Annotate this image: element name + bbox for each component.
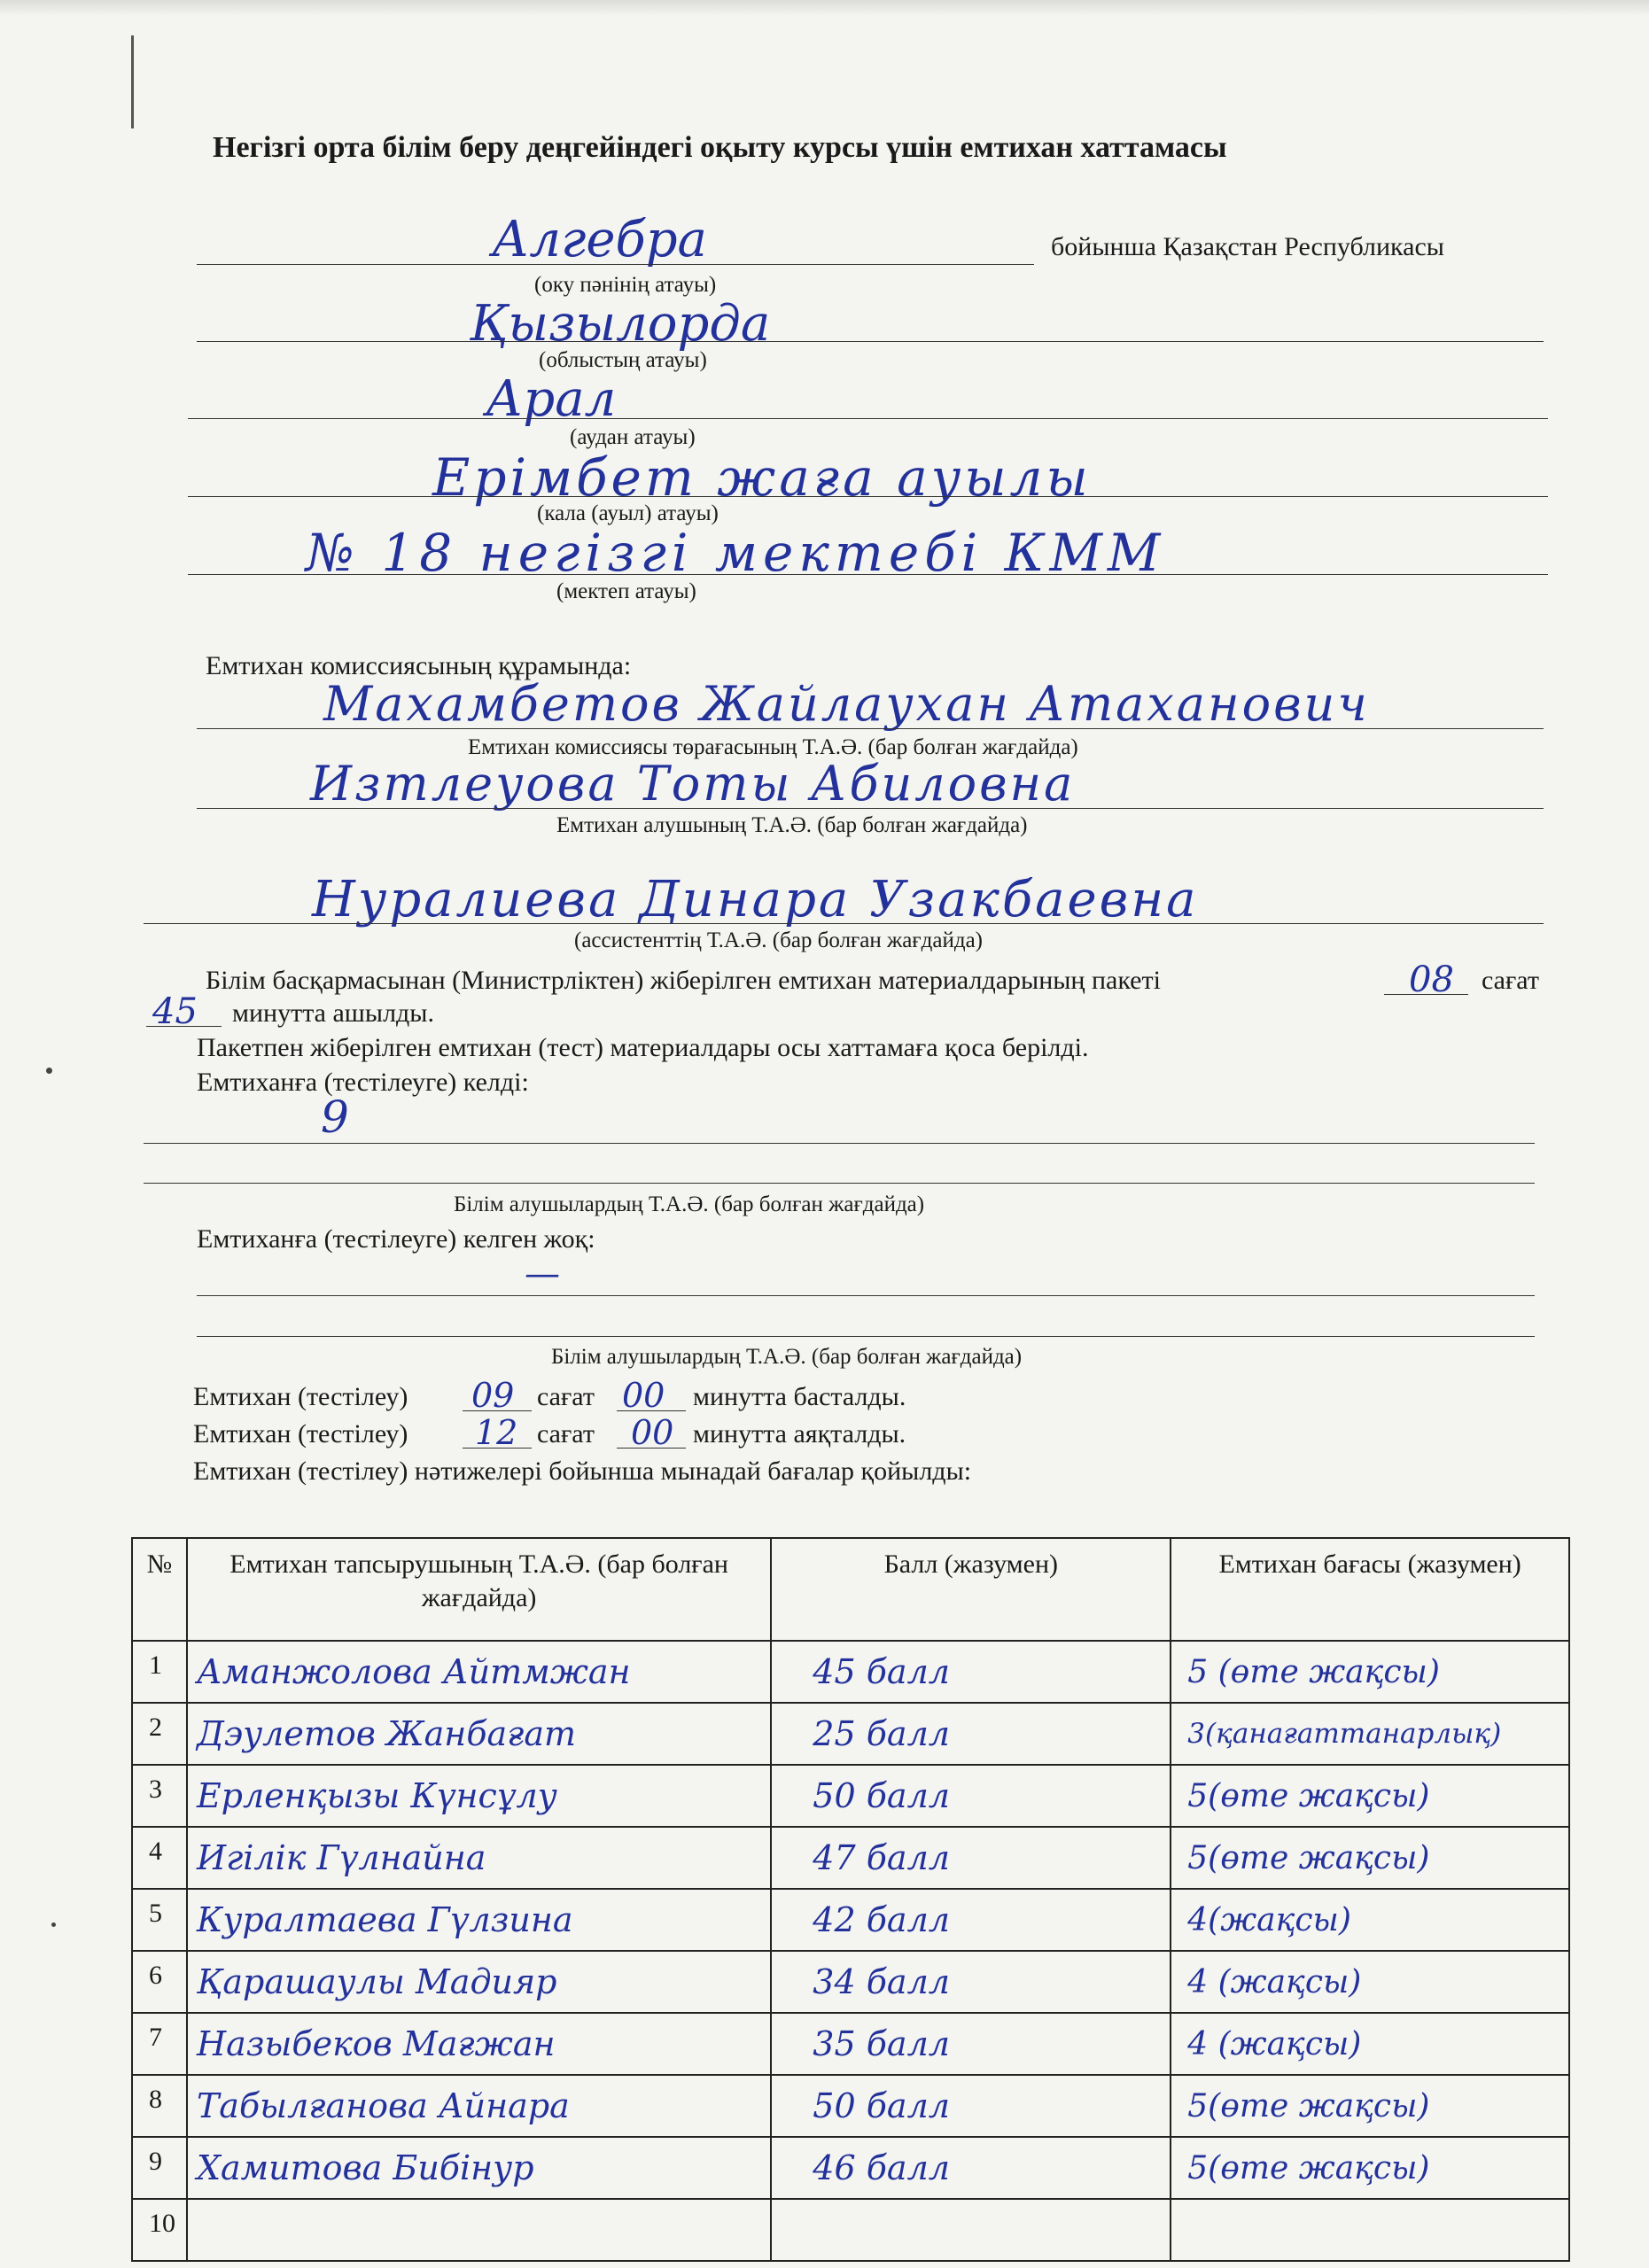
table-row [132, 2199, 1569, 2261]
end-hour: 12 [475, 1413, 518, 1452]
student-grade: 4(жақсы) [1187, 1901, 1351, 1938]
row-number: 4 [132, 1827, 187, 1889]
school-value: № 18 негізгі мектебі КММ [306, 523, 1166, 583]
student-grade: 4 (жақсы) [1187, 1963, 1362, 2000]
absent-caption: Білім алушылардың Т.А.Ә. (бар болған жағдайда) [551, 1345, 1023, 1369]
district-line [188, 418, 1548, 419]
end-minute: 00 [631, 1413, 674, 1452]
end-minute-label: минутта аяқталды. [693, 1419, 906, 1449]
header-score: Балл (жазумен) [771, 1538, 1171, 1641]
student-score: 35 балл [813, 2024, 950, 2063]
region-caption: (облыстың атауы) [539, 348, 707, 372]
chair-value: Махамбетов Жайлаухан Атаханович [323, 676, 1370, 732]
absent-label: Емтиханға (тестілеуге) келген жоқ: [197, 1224, 595, 1254]
package-minute-line [146, 1026, 222, 1027]
student-name: Қарашаулы Мадияр [196, 1962, 557, 2001]
end-hour-label: сағат [537, 1419, 595, 1449]
table-row [132, 1641, 1569, 1703]
table-row [132, 2075, 1569, 2137]
assistant-line [144, 923, 1544, 924]
school-caption: (мектеп атауы) [556, 579, 696, 603]
student-grade: 5(өте жақсы) [1187, 1777, 1430, 1814]
table-row [132, 1703, 1569, 1765]
student-score: 42 балл [813, 1900, 950, 1939]
row-number: 7 [132, 2013, 187, 2075]
row-number: 2 [132, 1703, 187, 1765]
attended-caption: Білім алушылардың Т.А.Ә. (бар болған жағдайда) [454, 1192, 925, 1216]
package-minute-label: минутта ашылды. [232, 998, 434, 1028]
village-line [188, 496, 1548, 497]
absent-line-1 [197, 1295, 1535, 1296]
start-minute-line [617, 1410, 686, 1411]
student-name: Назыбеков Мағжан [196, 2024, 556, 2063]
student-score: 45 балл [813, 1652, 950, 1691]
student-grade: 5(өте жақсы) [1187, 1839, 1430, 1876]
header-grade: Емтихан бағасы (жазумен) [1171, 1538, 1569, 1641]
package-text: Білім басқармасынан (Министрліктен) жіберілген емтихан материалдарының пакеті [206, 966, 1161, 995]
student-score: 46 балл [813, 2148, 950, 2187]
student-name: Куралтаева Гүлзина [196, 1900, 573, 1939]
margin-mark [131, 35, 134, 128]
attended-line-1 [144, 1143, 1535, 1144]
package-hour-label: сағат [1482, 966, 1539, 995]
student-name: Табылғанова Айнара [196, 2086, 570, 2125]
student-name: Хамитова Бибінур [196, 2148, 534, 2187]
commission-heading: Емтихан комиссиясының құрамында: [206, 651, 632, 680]
student-score: 47 балл [813, 1838, 950, 1877]
subject-suffix: бойынша Қазақстан Республикасы [1051, 232, 1444, 261]
start-minute-label: минутта басталды. [693, 1382, 906, 1411]
table-row [132, 2137, 1569, 2199]
package-hour-line [1384, 994, 1468, 995]
materials-note: Пакетпен жіберілген емтихан (тест) материалдары осы хаттамаға қоса берілді. [197, 1033, 1089, 1062]
village-value: Ерімбет жаға ауылы [432, 447, 1092, 508]
table-row [132, 1765, 1569, 1827]
table-row [132, 1951, 1569, 2013]
student-score: 50 балл [813, 1776, 950, 1815]
examiner-value: Изтлеуова Тоты Абиловна [310, 756, 1076, 812]
chair-caption: Емтихан комиссиясы төрағасының Т.А.Ә. (бар болған жағдайда) [468, 735, 1078, 759]
village-caption: (кала (ауыл) атауы) [537, 501, 719, 525]
subject-caption: (оку пәнінің атауы) [534, 273, 717, 297]
student-name: Игілік Гүлнайна [196, 1838, 486, 1877]
student-name: Ерленқызы Күнсұлу [196, 1776, 557, 1815]
scan-dot [51, 1922, 56, 1927]
row-number: 3 [132, 1765, 187, 1827]
start-minute: 00 [622, 1376, 665, 1415]
school-line [188, 574, 1548, 575]
district-caption: (аудан атауы) [570, 425, 696, 449]
header-name: Емтихан тапсырушының Т.А.Ә. (бар болған жағдайда) [187, 1538, 771, 1641]
start-hour-line [463, 1410, 532, 1411]
subject-value: Алгебра [492, 211, 707, 268]
row-number: 1 [132, 1641, 187, 1703]
results-table [131, 1537, 1570, 2262]
row-number: 10 [132, 2199, 187, 2261]
absent-value: — [525, 1254, 560, 1294]
package-minute: 45 [152, 991, 198, 1032]
attended-value: 9 [321, 1091, 349, 1143]
table-row [132, 1889, 1569, 1951]
region-line [197, 341, 1544, 342]
assistant-value: Нуралиева Динара Узакбаевна [312, 871, 1199, 928]
header-number: № [132, 1538, 187, 1641]
row-number: 9 [132, 2137, 187, 2199]
student-name: Дэулетов Жанбағат [196, 1714, 577, 1753]
examiner-caption: Емтихан алушының Т.А.Ә. (бар болған жағдайда) [556, 813, 1028, 837]
district-value: Арал [486, 370, 617, 428]
student-score: 50 балл [813, 2086, 950, 2125]
package-hour: 08 [1409, 959, 1454, 1000]
end-minute-line [617, 1448, 686, 1449]
start-hour: 09 [471, 1376, 515, 1415]
scan-dot [46, 1068, 52, 1074]
start-hour-label: сағат [537, 1382, 595, 1411]
student-name: Аманжолова Айтмжан [196, 1652, 631, 1691]
student-grade: 5(өте жақсы) [1187, 2149, 1430, 2186]
start-prefix: Емтихан (тестілеу) [193, 1382, 408, 1411]
student-score: 25 балл [813, 1714, 950, 1753]
student-score: 34 балл [813, 1962, 950, 2001]
end-prefix: Емтихан (тестілеу) [193, 1419, 408, 1449]
region-value: Қызылорда [470, 295, 771, 353]
chair-line [197, 728, 1544, 729]
end-hour-line [463, 1448, 532, 1449]
assistant-caption: (ассистенттің Т.А.Ә. (бар болған жағдайда) [574, 928, 983, 952]
absent-line-2 [197, 1336, 1535, 1337]
results-intro: Емтихан (тестілеу) нәтижелері бойынша мынадай бағалар қойылды: [193, 1456, 972, 1486]
attended-label: Емтиханға (тестілеуге) келді: [197, 1068, 529, 1097]
row-number: 5 [132, 1889, 187, 1951]
student-grade: 5(өте жақсы) [1187, 2087, 1430, 2124]
row-number: 8 [132, 2075, 187, 2137]
scan-edge [0, 0, 1649, 16]
student-grade: 4 (жақсы) [1187, 2025, 1362, 2062]
table-header-row [132, 1538, 1569, 1641]
table-row [132, 1827, 1569, 1889]
table-row [132, 2013, 1569, 2075]
examiner-line [197, 808, 1544, 809]
attended-line-2 [144, 1183, 1535, 1184]
subject-line [197, 264, 1034, 265]
student-grade: 3(қанағаттанарлық) [1187, 1718, 1502, 1750]
document-title: Негізгі орта білім беру деңгейіндегі оқыту курсы үшін емтихан хаттамасы [213, 131, 1227, 164]
student-grade: 5 (өте жақсы) [1187, 1653, 1440, 1690]
row-number: 6 [132, 1951, 187, 2013]
